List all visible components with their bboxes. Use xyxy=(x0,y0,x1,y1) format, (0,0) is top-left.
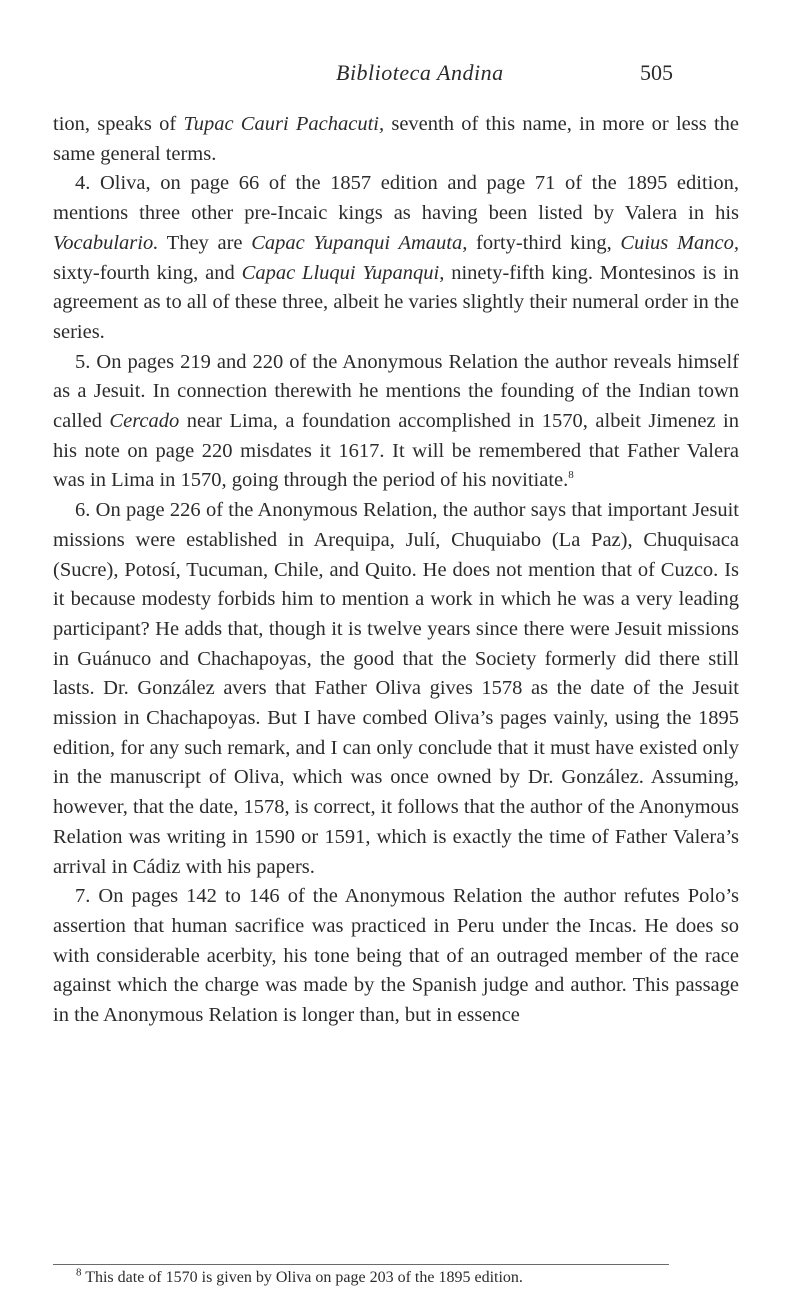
italic-term: Capac Yupanqui Amauta, xyxy=(251,231,468,254)
footnote-divider xyxy=(53,1264,669,1265)
running-head xyxy=(0,60,801,90)
italic-term: Tupac Cauri Pachacuti, xyxy=(183,113,385,135)
paragraph xyxy=(53,110,739,169)
text-run: 5. On pages 219 and 220 of the Anonymous Relation the author reveals himself as a Jesuit. In connection therewith he mentions the founding of the Indian town called xyxy=(53,350,739,433)
italic-term: Cercado xyxy=(109,410,180,433)
page-number: 505 xyxy=(640,60,673,85)
text-run: ninety-fifth king. Montesinos is in agreement as to all of these three, albeit he varies slightly their numeral order in the series. xyxy=(53,261,739,343)
text-run: seventh of this name, in more or less the same general terms. xyxy=(53,113,739,165)
paragraph xyxy=(53,348,739,497)
footnote-reference: 8 xyxy=(568,469,574,482)
text-run: sixty-fourth king, and xyxy=(53,261,242,284)
italic-term: Vocabulario. xyxy=(53,231,159,254)
text-run: near Lima, a foundation accomplished in 1570, albeit Jimenez in his note on page 220 misdates it 1617. It will be remembered that Father Valera was in Lima in 1570, going through the period of his novitiate. xyxy=(53,410,739,492)
paragraph xyxy=(53,169,739,347)
italic-term: Capac Lluqui Yupanqui, xyxy=(241,261,445,284)
paragraph xyxy=(53,882,739,1031)
body-text xyxy=(53,110,739,1031)
footnote-marker: 8 xyxy=(76,1266,82,1279)
footnote-text: This date of 1570 is given by Oliva on page 203 of the 1895 edition. xyxy=(81,1269,523,1286)
text-run: 6. On page 226 of the Anonymous Relation, the author says that important Jesuit missions were established in Arequipa, Julí, Chuquiabo (La Paz), Chuquisaca (Sucre), Potosí, Tucuman, Chile, and Quito. He does not mention that of Cuzco. Is it because modesty forbids him to mention a work in which he was a very leading participant? He adds that, though it is twelve years since there were Jesuit missions in Guánuco and Chachapoyas, the good that the Society formerly did there still lasts. Dr. González avers that Father Oliva gives 1578 as the date of the Jesuit mission in Chachapoyas. But I have combed Oliva’s pages vainly, using the 1895 edition, for any such remark, and I can only conclude that it must have existed only in the manuscript of Oliva, which was once owned by Dr. González. Assuming, however, that the date, 1578, is correct, it follows that the author of the Anonymous Relation was writing in 1590 or 1591, which is exactly the time of Father Valera’s arrival in Cádiz with his papers. xyxy=(53,499,739,878)
text-run: forty-third king, xyxy=(467,231,621,254)
text-run: 7. On pages 142 to 146 of the Anonymous Relation the author refutes Polo’s assertion that human sacrifice was practiced in Peru under the Incas. He does so with considerable acerbity, his tone being that of an outraged member of the race against which the charge was made by the Spanish judge and author. This passage in the Anonymous Relation is longer than, but in essence xyxy=(53,885,739,1027)
paragraph xyxy=(53,496,739,882)
italic-term: Cuius Manco, xyxy=(620,231,739,254)
text-run: They are xyxy=(158,231,252,254)
running-title: Biblioteca Andina xyxy=(336,60,504,85)
text-run: tion, speaks of xyxy=(53,113,184,135)
text-run: 4. Oliva, on page 66 of the 1857 edition and page 71 of the 1895 edition, mentions three other pre-Incaic kings as having been listed by Valera in his xyxy=(53,172,739,225)
footnote xyxy=(76,1267,736,1289)
